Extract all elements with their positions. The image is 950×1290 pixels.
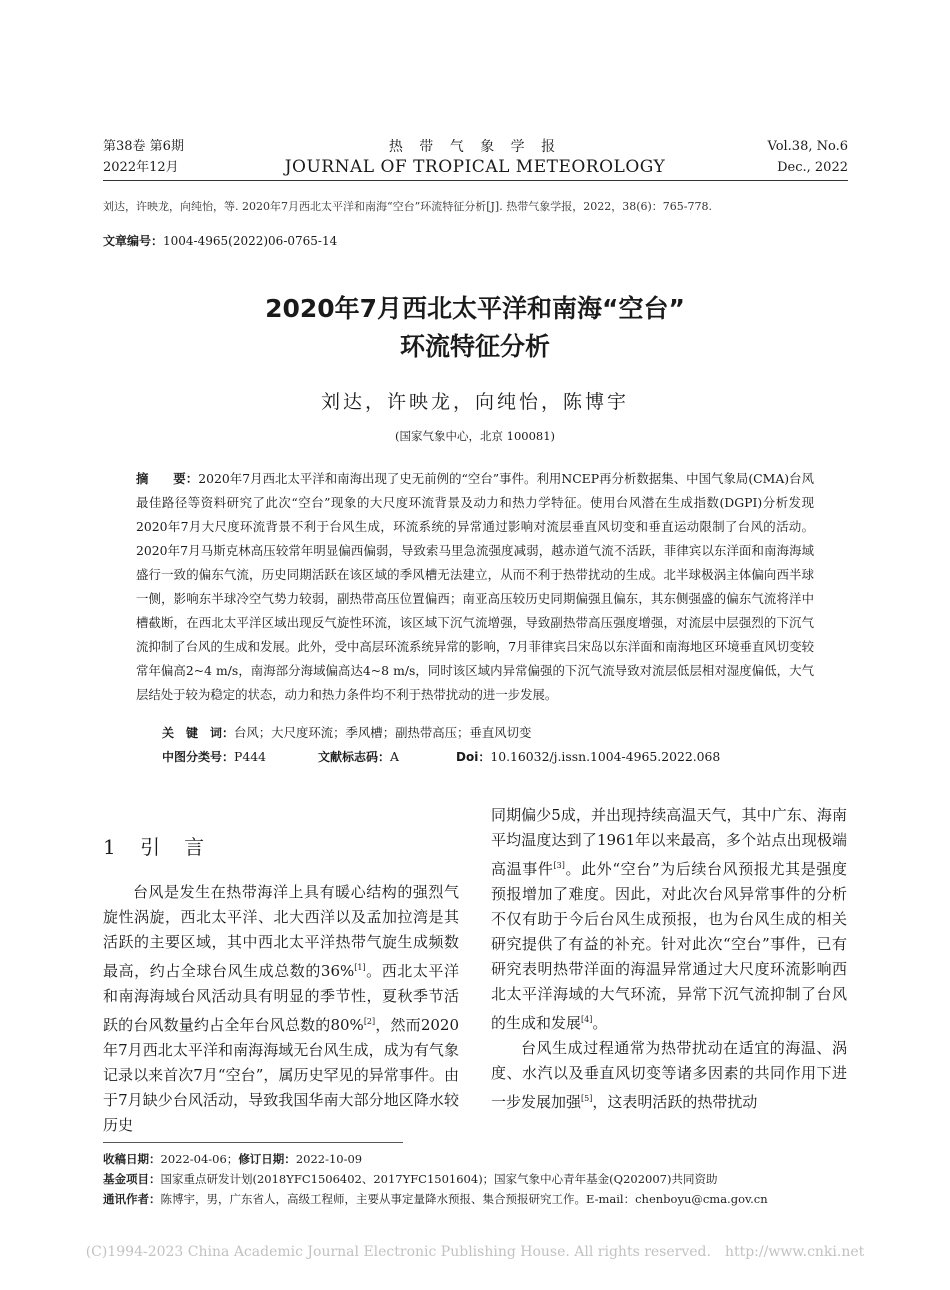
citation: 刘达，许映龙，向纯怡，等. 2020年7月西北太平洋和南海“空台”环流特征分析[J]. 热带气象学报，2022，38(6)：765-778. [103, 200, 712, 213]
journal-name-cn: 热 带 气 象 学 报 [388, 139, 562, 155]
article-number-label: 文章编号： [103, 234, 164, 248]
author-value: 陈博宇，男，广东省人，高级工程师，主要从事定量降水预报、集合预报研究工作。E-mail：chenboyu@cma.gov.cn [160, 1192, 768, 1206]
volume-issue-cn: 第38卷 第6期 [103, 139, 184, 154]
paragraph [491, 1036, 847, 1115]
title-line-1: 2020年7月西北太平洋和南海“空台” [265, 294, 685, 323]
date-en: Dec., 2022 [777, 160, 848, 175]
reference-mark[interactable]: [1] [354, 963, 366, 972]
body-right-column [491, 803, 847, 1115]
paragraph-text: 。西北太平洋和南海海域台风活动具有明显的季节性，夏秋季节活跃的台风数量约占全年台风总数的80% [103, 962, 459, 1034]
keywords-value: 台风；大尺度环流；季风槽；副热带高压；垂直风切变 [234, 725, 532, 740]
journal-name-en: JOURNAL OF TROPICAL METEOROLOGY [284, 157, 666, 177]
date-cn: 2022年12月 [103, 160, 179, 175]
section-number: 1 [103, 835, 118, 859]
abstract-label: 摘 要： [136, 471, 199, 486]
paragraph-text: 。 [592, 1014, 608, 1032]
fund-info [103, 1171, 717, 1187]
paragraph [103, 880, 459, 1138]
keywords-label: 关 键 词： [162, 726, 235, 740]
document-code [318, 748, 399, 765]
keywords [162, 723, 531, 741]
fund-value: 国家重点研发计划(2018YFC1506402、2017YFC1501604)；国家气象中心青年基金(Q202007)共同资助 [160, 1172, 718, 1186]
revised-value: 2022-10-09 [295, 1152, 363, 1166]
paragraph-text: ，然而2020年7月西北太平洋和南海海域无台风生成，成为有气象记录以来首次7月“空台”，属历史罕见的异常事件。由于7月缺少台风活动，导致我国华南大部分地区降水较历史 [103, 1016, 459, 1134]
abstract-text: 2020年7月西北太平洋和南海出现了史无前例的“空台”事件。利用NCEP再分析数据集、中国气象局(CMA)台风最佳路径等资料研究了此次“空台”现象的大尺度环流背景及动力和热力学特征。使用台风潜在生成指数(DGPI)分析发现2020年7月大尺度环流背景不利于台风生成，环流系统的异常通过影响对流层垂直风切变和垂直运动限制了台风的活动。2020年7月马斯克林高压较常年明显偏西偏弱，导致索马里急流强度减弱，越赤道气流不活跃，菲律宾以东洋面和南海海域盛行一致的偏东气流，历史同期活跃在该区域的季风槽无法建立，从而不利于热带扰动的生成。北半球极涡主体偏向西半球一侧，影响东半球冷空气势力较弱，副热带高压位置偏西；南亚高压较历史同期偏强且偏东，其东侧强盛的偏东气流将洋中槽截断，在西北太平洋区域出现反气旋性环流，该区域下沉气流增强，导致副热带高压强度增强，对流层中层强烈的下沉气流抑制了台风的生成和发展。此外，受中高层环流系统异常的影响，7月菲律宾吕宋岛以东洋面和南海地区环境垂直风切变较常年偏高2~4 m/s，南海部分海域偏高达4~8 m/s，同时该区域内异常偏强的下沉气流导致对流层低层相对湿度偏低，大气层结处于较为稳定的状态，动力和热力条件均不利于热带扰动的进一步发展。 [136, 471, 815, 702]
reference-mark[interactable]: [2] [363, 1017, 376, 1026]
document-code-label: 文献标志码： [318, 750, 391, 764]
paragraph-text: 台风是发生在热带海洋上具有暖心结构的强烈气旋性涡旋，西北太平洋、北大西洋以及孟加拉湾是其活跃的主要区域，其中西北太平洋热带气旋生成频数最高，约占全球台风生成总数的36% [103, 883, 459, 980]
reference-mark[interactable]: [3] [553, 861, 565, 870]
corresponding-author [103, 1191, 768, 1207]
received-value: 2022-04-06； [160, 1152, 239, 1166]
footnote-rule [103, 1142, 403, 1143]
paragraph-text: 同期偏少5成，并出现持续高温天气，其中广东、海南平均温度达到了1961年以来最高，多个站点出现极端高温事件 [491, 806, 847, 878]
clc-value: P444 [234, 749, 267, 764]
authors: 刘达，许映龙，向纯怡，陈博宇 [320, 391, 629, 413]
clc-number [162, 748, 266, 765]
section-heading [103, 831, 206, 860]
section-title: 引 言 [140, 835, 207, 859]
paragraph [491, 803, 847, 1036]
paragraph-text: 。此外“空台”为后续台风预报尤其是强度预报增加了难度。因此，对此次台风异常事件的分析不仅有助于今后台风生成预报，也为台风生成的相关研究提供了有益的补充。针对此次“空台”事件，已有研究表明热带洋面的海温异常通过大尺度环流影响西北太平洋海域的大气环流，异常下沉气流抑制了台风的生成和发展 [491, 860, 847, 1032]
revised-label: 修订日期： [238, 1152, 296, 1166]
reference-mark[interactable]: [5] [581, 1094, 593, 1103]
paragraph-text: 台风生成过程通常为热带扰动在适宜的海温、涡度、水汽以及垂直风切变等诸多因素的共同作用下进一步发展加强 [491, 1039, 847, 1111]
affiliation: (国家气象中心，北京 100081) [394, 429, 556, 443]
abstract [136, 467, 814, 707]
copyright-watermark: (C)1994-2023 China Academic Journal Electronic Publishing House. All rights reserved. http://www.cnki.net [85, 1244, 865, 1260]
fund-label: 基金项目： [103, 1172, 161, 1186]
article-number [103, 230, 337, 249]
received-label: 收稿日期： [103, 1152, 161, 1166]
received-date [103, 1151, 362, 1167]
author-label: 通讯作者： [103, 1192, 161, 1206]
doi-label: Doi： [456, 750, 491, 764]
doi [456, 748, 720, 765]
body-left-column [103, 880, 459, 1138]
volume-issue-en: Vol.38, No.6 [767, 139, 848, 154]
paragraph-text: ，这表明活跃的热带扰动 [592, 1093, 758, 1111]
header-rule [103, 180, 848, 181]
reference-mark[interactable]: [4] [581, 1015, 593, 1024]
doi-value: 10.16032/j.issn.1004-4965.2022.068 [490, 749, 721, 764]
clc-label: 中图分类号： [162, 750, 235, 764]
title-line-2: 环流特征分析 [399, 332, 550, 361]
document-code-value: A [390, 749, 399, 764]
article-number-value: 1004-4965(2022)06-0765-14 [163, 234, 338, 248]
